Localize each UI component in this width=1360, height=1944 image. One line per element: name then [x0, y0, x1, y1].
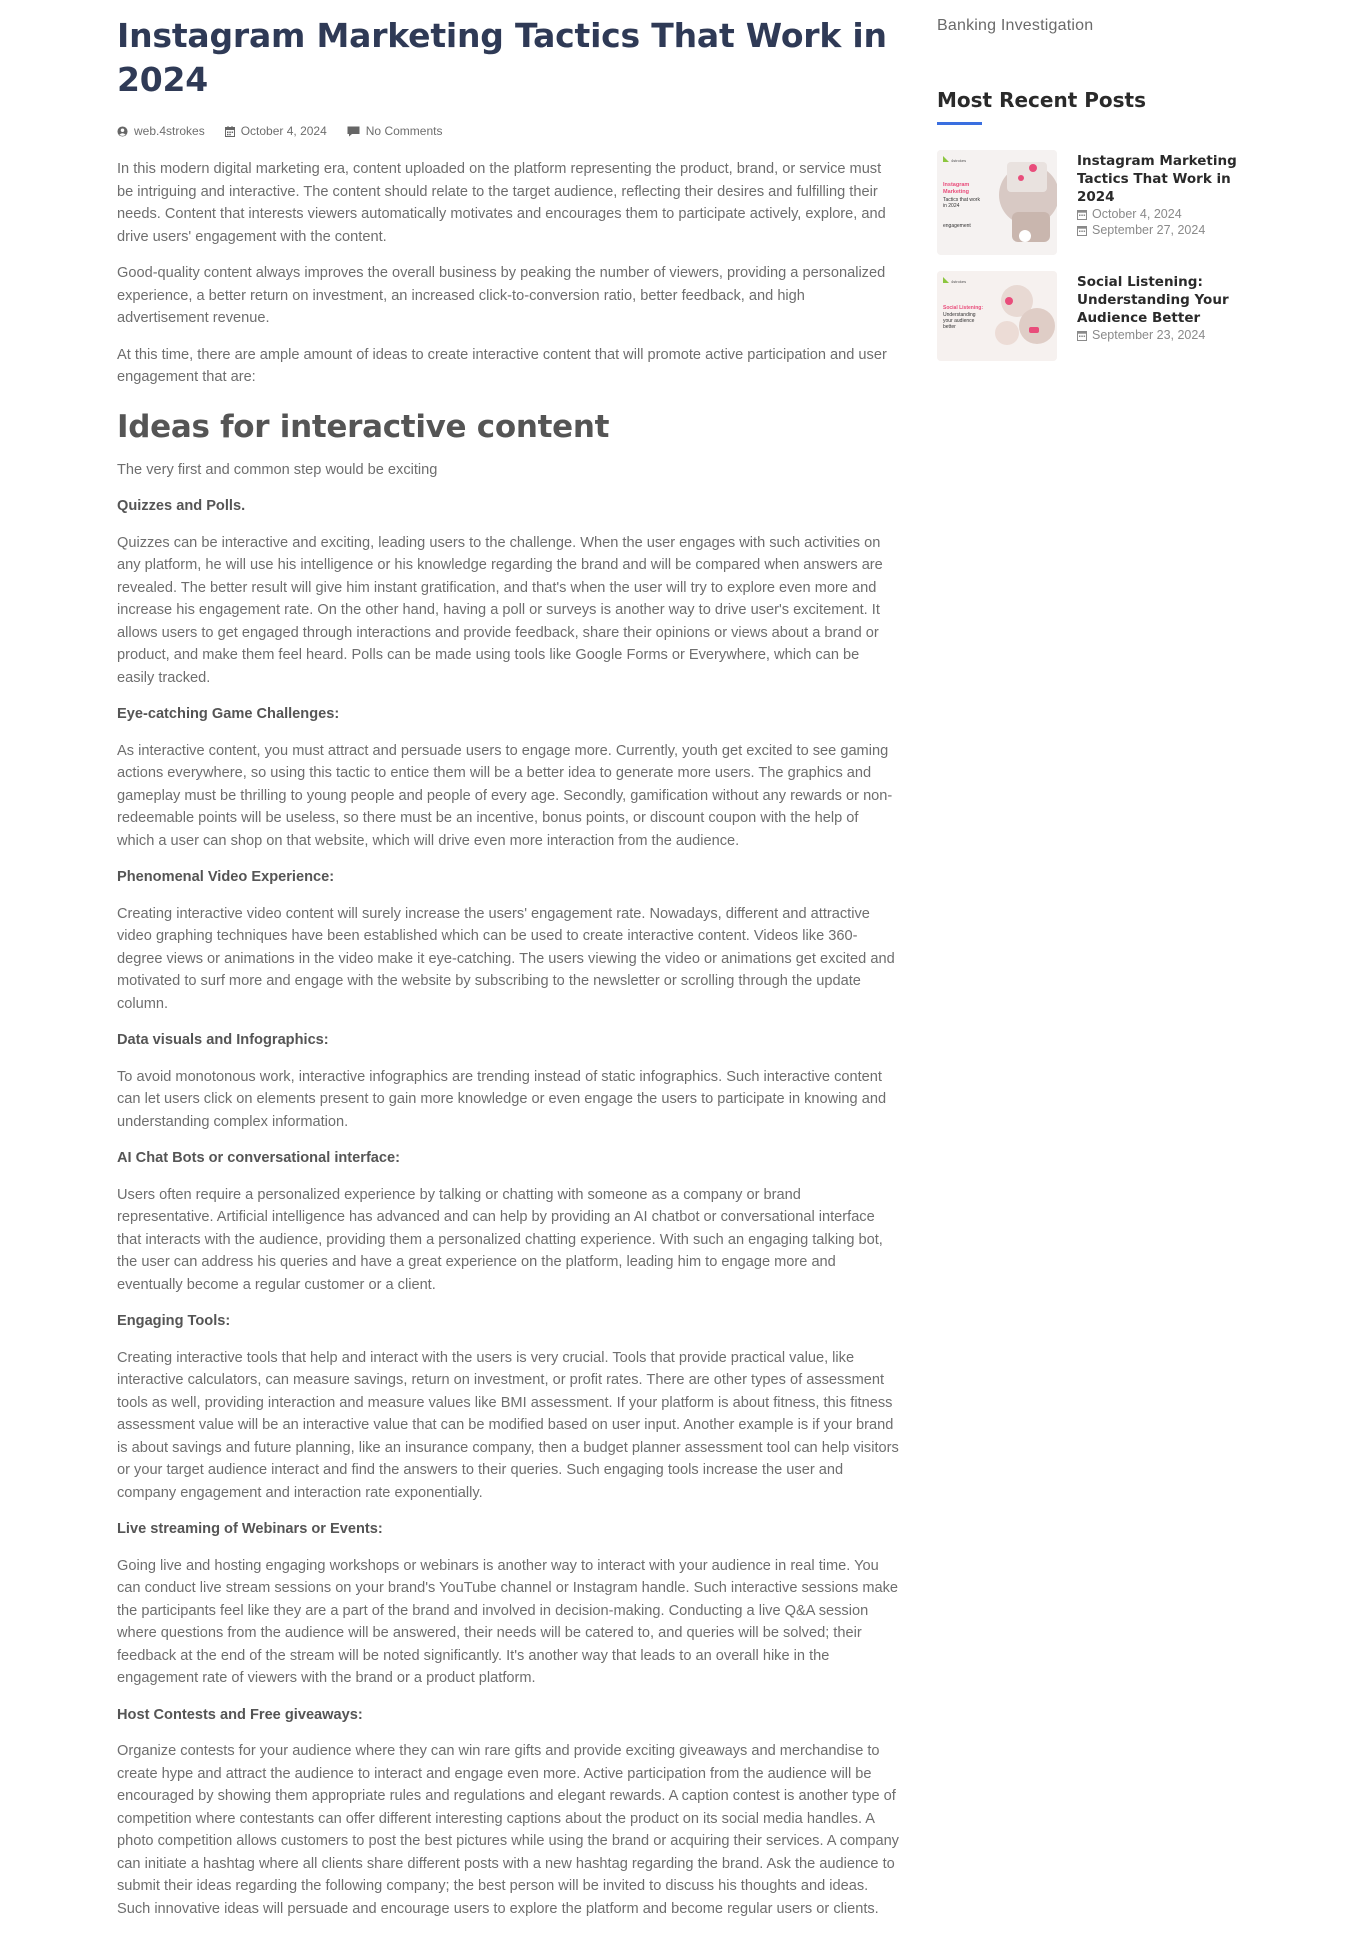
subsection-heading: Host Contests and Free giveaways: — [117, 1706, 363, 1723]
subsection-text: As interactive content, you must attract and persuade users to engage more. Currently, youth get excited to see gaming actions everywhere, so using this tactic to entice them will be a better idea to generate more users. The graphics and gameplay must be thrilling to young people and people of every age. Secondly, gamification without any rewards or non-redeemable points will be useless, so there must be an incentive, bonus points, or discount coupon with the help of which a user can shop on that website, which will drive even more interaction from the audience. — [117, 742, 893, 849]
post-date: September 23, 2024 — [1077, 327, 1237, 343]
post-meta — [117, 124, 899, 138]
recent-posts-heading: Most Recent Posts — [937, 88, 1146, 112]
svg-text:Social Listening:: Social Listening: — [943, 305, 984, 311]
subsection-heading: Phenomenal Video Experience: — [117, 869, 335, 885]
post-title-link[interactable]: Instagram Marketing Tactics That Work in 2024 — [1077, 153, 1237, 205]
svg-text:your audience: your audience — [943, 318, 975, 324]
date-meta — [225, 124, 327, 138]
post-info — [1077, 150, 1237, 255]
article-body — [117, 158, 899, 1920]
calendar-icon — [1077, 330, 1087, 341]
sidebar-link-banking-investigation[interactable]: Banking Investigation — [937, 17, 1094, 34]
recent-post[interactable] — [937, 271, 1237, 361]
subsection-text: Creating interactive tools that help and interact with the users is very crucial. Tools that provide practical value, like interactive calculators, can measure savings, return on investment, or profit rates. There are other types of assessment tools as well, providing interaction and measure values like BMI assessment. If your platform is about fitness, this fitness assessment value will be an interactive value that can be modified based on user input. Another example is if your brand is about savings and future planning, like an insurance company, then a budget planner assessment tool can help visitors or your target audience interact and find the answers to their queries. Such engaging tools increase the user and company engagement and interaction rate exponentially. — [117, 1349, 899, 1501]
svg-text:in 2024: in 2024 — [943, 203, 960, 209]
post-date: October 4, 2024 — [1077, 206, 1237, 222]
calendar-icon — [225, 126, 235, 137]
subsection-text: Quizzes can be interactive and exciting, leading users to the challenge. When the user engages with such activities on any platform, he will use his intelligence or his knowledge regarding the brand and will be compared when answers are revealed. The better result will give him instant gratification, and that's when the user will try to explore even more and increase his engagement rate. On the other hand, having a poll or surveys is another way to drive user's excitement. It allows users to get engaged through interactions and provide feedback, share their opinions or views about a brand or product, and make them feel heard. Polls can be made using tools like Google Forms or Everywhere, which can be easily tracked. — [117, 534, 883, 686]
svg-text:Understanding: Understanding — [943, 312, 976, 318]
post-thumbnail[interactable] — [937, 271, 1057, 361]
intro-paragraph: Good-quality content always improves the overall business by peaking the number of viewers, providing a personalized experience, a better return on investment, an increased click-to-conversion ratio, better feedback, and high advertisement revenue. — [117, 265, 886, 326]
subsection-heading: Data visuals and Infographics: — [117, 1032, 329, 1048]
svg-text:4strokes: 4strokes — [951, 279, 967, 284]
recent-post[interactable] — [937, 150, 1237, 255]
user-icon — [117, 126, 128, 137]
intro-paragraph: In this modern digital marketing era, content uploaded on the platform representing the product, brand, or service must be intriguing and interactive. The content should relate to the target audience, reflecting their desires and fulfilling their needs. Content that interests viewers automatically motivates and encourages them to participate actively, explore, and drive users' engagement with the content. — [117, 161, 886, 245]
subsection-text: To avoid monotonous work, interactive infographics are trending instead of static infographics. Such interactive content can let users click on elements present to gain more knowledge or even engage the users to participate in knowing and understanding complex information. — [117, 1068, 887, 1130]
comment-icon — [347, 126, 360, 137]
subsection-text: Users often require a personalized experience by talking or chatting with someone as a company or brand representative. Artificial intelligence has advanced and can help by providing an AI chatbot or conversational interface that interacts with the audience, providing them a personalized chatting experience. With such an engaging talking bot, the user can address his queries and have a great experience on the platform, leading him to engage more and eventually become a regular customer or a client. — [117, 1186, 883, 1293]
svg-text:4strokes: 4strokes — [951, 158, 967, 163]
intro-paragraph: At this time, there are ample amount of ideas to create interactive content that will promote active participation and user engagement that are: — [117, 346, 887, 385]
article-title: Instagram Marketing Tactics That Work in 2024 — [117, 16, 887, 99]
subsection-heading: Engaging Tools: — [117, 1313, 231, 1329]
section-intro: The very first and common step would be exciting — [117, 461, 438, 478]
article — [117, 14, 899, 1934]
post-info — [1077, 271, 1237, 361]
subsection-heading: Quizzes and Polls. — [117, 498, 246, 514]
section-heading: Ideas for interactive content — [117, 408, 610, 445]
post-title-link[interactable]: Social Listening: Understanding Your Audience Better — [1077, 274, 1229, 326]
svg-text:Instagram: Instagram — [943, 182, 970, 188]
svg-text:Tactics that work: Tactics that work — [943, 197, 980, 203]
heading-underline — [937, 122, 982, 125]
comments-meta[interactable] — [347, 124, 443, 138]
subsection-text: Going live and hosting engaging workshops or webinars is another way to interact with your audience in real time. You can conduct live stream sessions on your brand's YouTube channel or Instagram handle. Such interactive sessions make the participants feel like they are a part of the brand and involved in decision-making. Conducting a live Q&A session where questions from the audience will be answered, their needs will be catered to, and queries will be solved; their feedback at the end of the stream will be noted significantly. It's another way that leads to an overall hike in the engagement rate of viewers with the brand or a product platform. — [117, 1557, 899, 1686]
subsection-heading: AI Chat Bots or conversational interface: — [117, 1150, 401, 1166]
author-meta[interactable] — [117, 124, 205, 138]
sidebar — [937, 14, 1237, 361]
thumbnail-graphic — [937, 271, 1057, 361]
calendar-icon — [1077, 209, 1087, 220]
comments-link[interactable]: No Comments — [365, 124, 443, 138]
svg-text:better: better — [943, 324, 956, 330]
subsection-text: Creating interactive video content will surely increase the users' engagement rate. Nowadays, different and attractive video graphing techniques have been established which can be used to create interactive content. Videos like 360-degree views or animations in the video make it eye-catching. The users viewing the video or animations get excited and motivated to surf more and engage with the website by subscribing to the newsletter or scrolling through the update column. — [117, 905, 895, 1012]
svg-text:Marketing: Marketing — [943, 189, 969, 195]
svg-text:engagement: engagement — [943, 223, 971, 229]
post-date: September 27, 2024 — [1077, 222, 1237, 238]
post-thumbnail[interactable] — [937, 150, 1057, 255]
subsection-heading: Live streaming of Webinars or Events: — [117, 1521, 383, 1537]
author-name[interactable]: web.4strokes — [134, 124, 205, 138]
thumbnail-graphic — [937, 150, 1057, 255]
post-date: October 4, 2024 — [240, 124, 327, 138]
subsection-heading: Eye-catching Game Challenges: — [117, 706, 340, 722]
subsection-text: Organize contests for your audience where they can win rare gifts and provide exciting giveaways and merchandise to create hype and attract the audience to interact and engage even more. Active participation from the audience will be encouraged by showing them appropriate rules and regulations and elegant rewards. A caption contest is another type of competition where contestants can offer different interesting captions about the product on its social media handles. A photo competition allows customers to post the best pictures while using the brand or acquiring their services. A company can initiate a hashtag where all clients share different posts with a new hashtag regarding the brand. Ask the audience to submit their ideas regarding the following company; the best person will be invited to discuss his thoughts and ideas. Such innovative ideas will persuade and encourage users to explore the platform and become regular users or clients. — [117, 1743, 899, 1917]
calendar-icon — [1077, 225, 1087, 236]
